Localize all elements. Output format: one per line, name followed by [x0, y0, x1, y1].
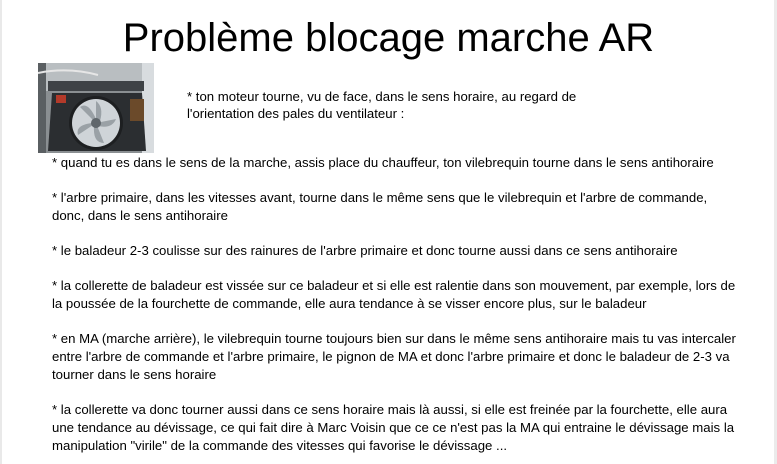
paragraph-4: * la collerette de baladeur est vissée sur ce baladeur et si elle est ralentie dans son mouvement, par exemple, lors de la poussée de la fourchette de commande, elle aura tendance à se visser encore plus, sur le baladeur [52, 278, 736, 311]
intro-text: * ton moteur tourne, vu de face, dans le sens horaire, au regard de l'orientation des pales du ventilateur : [187, 89, 577, 121]
paragraph-3: * le baladeur 2-3 coulisse sur des rainures de l'arbre primaire et donc tourne aussi dans ce sens antihoraire [52, 243, 678, 258]
slide-left-edge [0, 0, 2, 464]
paragraph-6: * la collerette va donc tourner aussi dans ce sens horaire mais là aussi, si elle est freinée par la fourchette, elle aura une tendance au dévissage, ce qui fait dire à Marc Voisin que ce ce n'est pas la MA qui entraine le dévissage mais la manipulation "virile" de la commande des vitesses qui favorise le dévissage ... [52, 402, 735, 453]
paragraph-1: * quand tu es dans le sens de la marche, assis place du chauffeur, ton vilebrequin tourne dans le sens antihoraire [52, 155, 714, 170]
paragraph-2: * l'arbre primaire, dans les vitesses avant, tourne dans le même sens que le vilebrequin et l'arbre de commande, donc, dans le sens antihoraire [52, 190, 708, 223]
slide-title: Problème blocage marche AR [122, 16, 655, 60]
paragraph-5: * en MA (marche arrière), le vilebrequin tourne toujours bien sur dans le même sens antihoraire mais tu vas intercaler entre l'arbre de commande et l'arbre primaire, le pignon de MA et donc l'arbre primaire et donc le baladeur de 2-3 va tourner dans le sens horaire [52, 331, 736, 382]
engine-fan-photo [38, 63, 154, 153]
engine-fan-icon [38, 63, 154, 153]
